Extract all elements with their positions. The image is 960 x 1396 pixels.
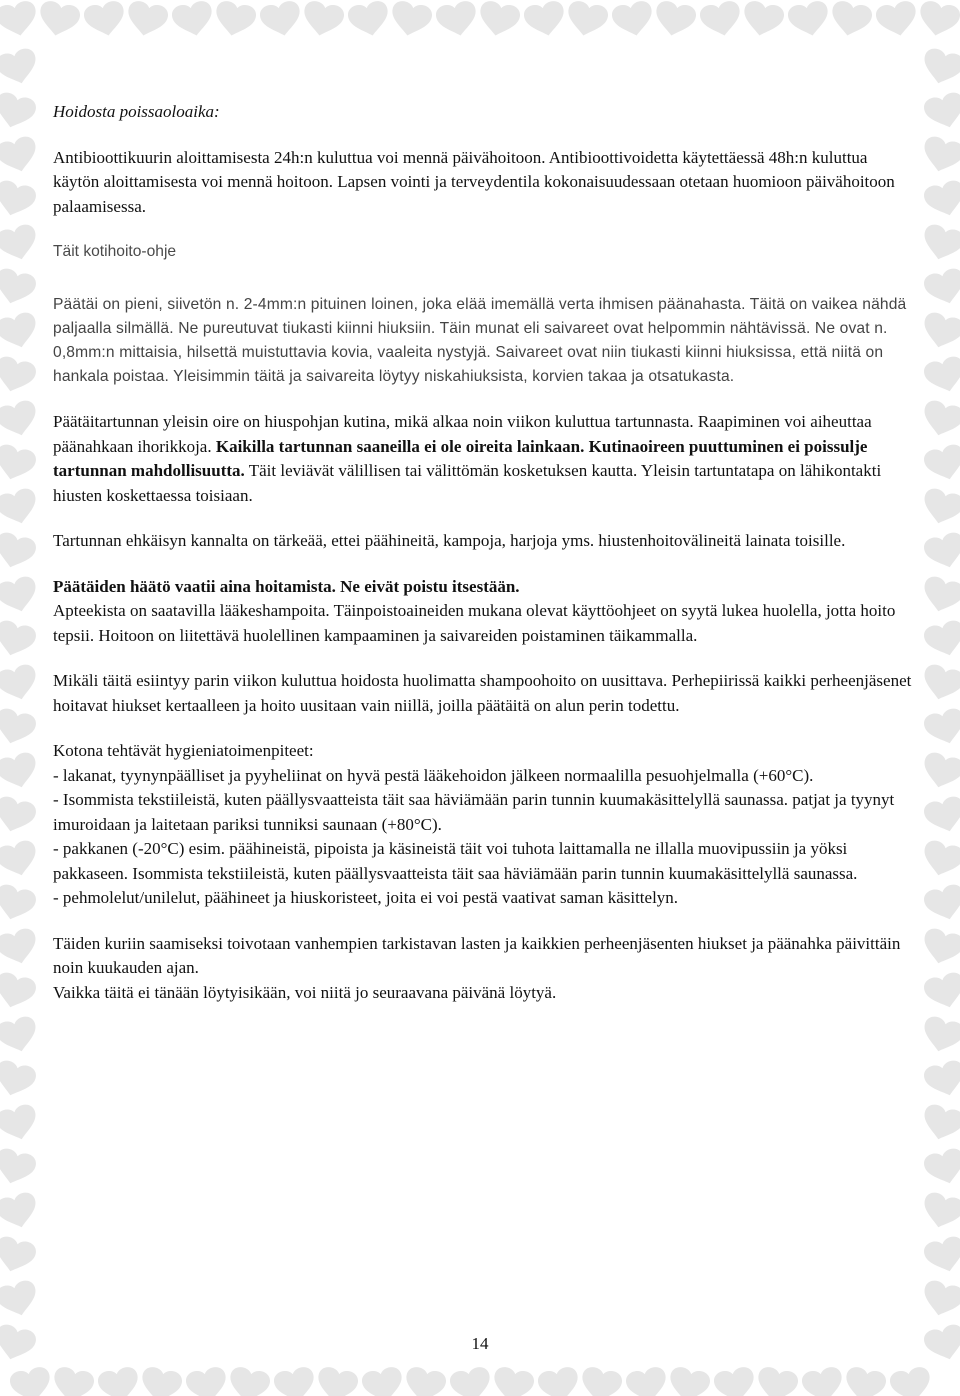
symptoms-bold-2: Kutinaoireen puuttuminen ei poissulje tartunnan mahdollisuutta. [53, 436, 868, 480]
heart-icon [0, 970, 38, 1012]
heart-icon [184, 1365, 230, 1396]
heart-icon [698, 0, 744, 40]
heart-icon [712, 1365, 758, 1396]
heart-icon [922, 706, 960, 748]
heart-icon [888, 1365, 934, 1396]
heart-icon [50, 1365, 96, 1396]
heart-icon [0, 0, 40, 40]
heart-icon [0, 1190, 41, 1232]
heart-icon [0, 134, 41, 176]
heart-icon [536, 1365, 582, 1396]
heart-icon [919, 486, 960, 528]
heart-icon [0, 310, 41, 352]
heart-icon [919, 838, 960, 880]
symptoms-bold-1: Kaikilla tartunnan saaneilla ei ole oireita lainkaan. [215, 436, 585, 456]
heart-icon [922, 266, 960, 308]
repeat-paragraph: Mikäli täitä esiintyy parin viikon kuluttua hoidosta huolimatta shampoohoito on uusittava. Perhepiirissä kaikki perheenjäsenet hoitavat hiukset kertaalleen ja hoito uusitaan vain niillä, joilla päätäitä on alun perin todettu. [53, 671, 912, 715]
heart-icon [610, 0, 656, 40]
heart-icon [922, 530, 960, 572]
final-paragraph-2: Vaikka täitä ei tänään löytyisikään, voi niitä jo seuraavana päivänä löytyä. [53, 982, 557, 1002]
home-item-4: - pehmolelut/unilelut, päähineet ja hiuskoristeet, joita ei voi pestä vaativat saman käsittelyn. [53, 888, 679, 907]
heart-icon [0, 1014, 41, 1056]
heart-icon [666, 1365, 712, 1396]
heart-icon [0, 1102, 41, 1144]
heart-icon [922, 90, 960, 132]
heart-icon [919, 1014, 960, 1056]
heart-icon [922, 1146, 960, 1188]
symptoms-paragraph [53, 410, 913, 508]
heart-icon [919, 222, 960, 264]
heart-icon [0, 90, 38, 132]
treatment-bold: Päätäiden häätö vaatii aina hoitamista. Ne eivät poistu itsestään. [53, 576, 520, 596]
heart-icon [170, 0, 216, 40]
heart-icon [624, 1365, 670, 1396]
heart-icon [874, 0, 920, 40]
heart-icon [578, 1365, 624, 1396]
heart-icon [0, 794, 38, 836]
heart-icon [490, 1365, 536, 1396]
heart-icon [82, 0, 128, 40]
heart-icon [922, 970, 960, 1012]
treatment-paragraph: Apteekista on saatavilla lääkeshampoita. Täinpoistoaineiden mukana olevat käyttöohjeet on syytä lukea huolella, jotta hoito tepsii. Hoitoon on liitettävä huolellinen kampaaminen ja saivareiden poistaminen täikammalla. [53, 601, 896, 645]
home-item-1: - lakanat, tyynynpäälliset ja pyyheliinat on hyvä pestä lääkehoidon jälkeen normaalilla pesuohjelmalla (+60°C). [53, 765, 814, 785]
heart-icon [212, 0, 258, 40]
heart-icon [842, 1365, 888, 1396]
home-item-2: - Isommista tekstiileistä, kuten päällysvaatteista täit saa häviämään parin tunnin kuumakäsittelyllä saunassa. patjat ja tyynyt imuroidaan ja laitetaan pariksi tunniksi saunaan (+80°C). [53, 790, 895, 834]
heart-icon [8, 1365, 54, 1396]
document-body [53, 100, 913, 1005]
symptoms-text-1: Päätäitartunnan yleisin oire on hiuspohjan kutina, mikä alkaa noin viikon kuluttua tartunnasta. Raapiminen voi aiheuttaa päänahkaan ihorikkoja. [53, 412, 872, 456]
page-number: 14 [471, 1334, 489, 1353]
heart-icon [0, 442, 38, 484]
heart-icon [922, 178, 960, 220]
heart-icon [0, 178, 38, 220]
heart-icon [0, 486, 41, 528]
heart-icon [786, 0, 832, 40]
heart-icon [346, 0, 392, 40]
heart-icon [919, 574, 960, 616]
heart-icon [0, 1234, 38, 1276]
heart-icon [138, 1365, 184, 1396]
heart-icon [226, 1365, 272, 1396]
heart-icon [96, 1365, 142, 1396]
heart-icon [922, 794, 960, 836]
heart-icon [564, 0, 610, 40]
heart-icon [652, 0, 698, 40]
heart-icon [0, 574, 41, 616]
heart-icon [922, 354, 960, 396]
lice-title: Täit kotihoito-ohje [53, 243, 177, 260]
heart-icon [476, 0, 522, 40]
final-paragraph: Täiden kuriin saamiseksi toivotaan vanhempien tarkistavan lasten ja kaikkien perheenjäsenten hiukset ja päänahka päivittäin noin kuukauden ajan. [53, 933, 901, 977]
lice-description: Päätäi on pieni, siivetön n. 2-4mm:n pituinen loinen, joka elää imemällä verta ihmisen päänahasta. Täitä on vaikea nähdä paljaalla silmällä. Ne pureutuvat tiukasti kiinni hiuksiin. Täin munat eli saivareet ovat helpommin nähtävissä. Ne ovat n. 0,8mm:n mittaisia, hilsettä muistuttavia kovia, vaaleita nystyjä. Saivareet ovat niin tiukasti kiinni hiuksissa, että niitä on hankala poistaa. Yleisimmin täitä ja saivareita löytyy niskahiuksista, korvien takaa ja otsatukasta. [53, 296, 907, 385]
heart-icon [922, 1234, 960, 1276]
heart-icon [0, 882, 38, 924]
home-title: Kotona tehtävät hygieniatoimenpiteet: [53, 741, 314, 760]
heart-icon [919, 1102, 960, 1144]
heart-icon [36, 0, 82, 40]
heart-icon [0, 530, 38, 572]
heart-icon [0, 838, 41, 880]
heart-icon [272, 1365, 318, 1396]
home-item-3: - pakkanen (-20°C) esim. päähineistä, pipoista ja käsineistä täit voi tuhota laittamalla ne illalla muovipussiin ja yöksi pakkaseen. Isommista tekstiileistä, kuten päällysvaatteista täit saa häviämään parin tunnin kuumakäsittelyllä saunassa. [53, 839, 858, 883]
heart-icon [919, 46, 960, 88]
heart-icon [0, 266, 38, 308]
heart-icon [919, 134, 960, 176]
heart-icon [0, 618, 38, 660]
heart-icon [388, 0, 434, 40]
heart-icon [922, 442, 960, 484]
heart-icon [919, 310, 960, 352]
heart-icon [0, 1058, 38, 1100]
heart-icon [258, 0, 304, 40]
heart-icon [0, 1146, 38, 1188]
heart-icon [740, 0, 786, 40]
heart-icon [0, 926, 41, 968]
heart-icon [916, 0, 960, 40]
heart-icon [0, 46, 41, 88]
absence-heading: Hoidosta poissaoloaika: [53, 102, 220, 121]
heart-icon [800, 1365, 846, 1396]
heart-icon [828, 0, 874, 40]
absence-paragraph: Antibioottikuurin aloittamisesta 24h:n kuluttua voi mennä päivähoitoon. Antibioottivoidetta käytettäessä 48h:n kuluttua käytön aloittamisesta voi mennä hoitoon. Lapsen vointi ja terveydentila kokonaisuudessaan otetaan huomioon päivähoitoon palaamisessa. [53, 147, 895, 216]
heart-icon [434, 0, 480, 40]
heart-icon [0, 662, 41, 704]
heart-icon [0, 222, 41, 264]
heart-icon [0, 706, 38, 748]
heart-icon [522, 0, 568, 40]
heart-icon [919, 662, 960, 704]
heart-icon [360, 1365, 406, 1396]
heart-icon [314, 1365, 360, 1396]
heart-icon [0, 398, 41, 440]
heart-icon [919, 1278, 960, 1320]
treatment-heading [53, 575, 913, 600]
heart-icon [919, 750, 960, 792]
heart-icon [919, 398, 960, 440]
symptoms-text-2: Täit leviävät välillisen tai välittömän kosketuksen kautta. Yleisin tartuntatapa on lähikontakti hiusten koskettaessa toisiaan. [53, 461, 882, 505]
heart-icon [922, 1058, 960, 1100]
heart-icon [919, 926, 960, 968]
heart-icon [922, 882, 960, 924]
heart-icon [448, 1365, 494, 1396]
heart-icon [919, 1190, 960, 1232]
heart-icon [300, 0, 346, 40]
heart-icon [0, 1278, 41, 1320]
heart-icon [0, 354, 38, 396]
heart-icon [0, 750, 41, 792]
prevention-paragraph: Tartunnan ehkäisyn kannalta on tärkeää, ettei päähineitä, kampoja, harjoja yms. hiustenhoitovälineitä lainata toisille. [53, 531, 846, 550]
heart-icon [754, 1365, 800, 1396]
heart-icon [402, 1365, 448, 1396]
heart-icon [124, 0, 170, 40]
heart-icon [922, 618, 960, 660]
